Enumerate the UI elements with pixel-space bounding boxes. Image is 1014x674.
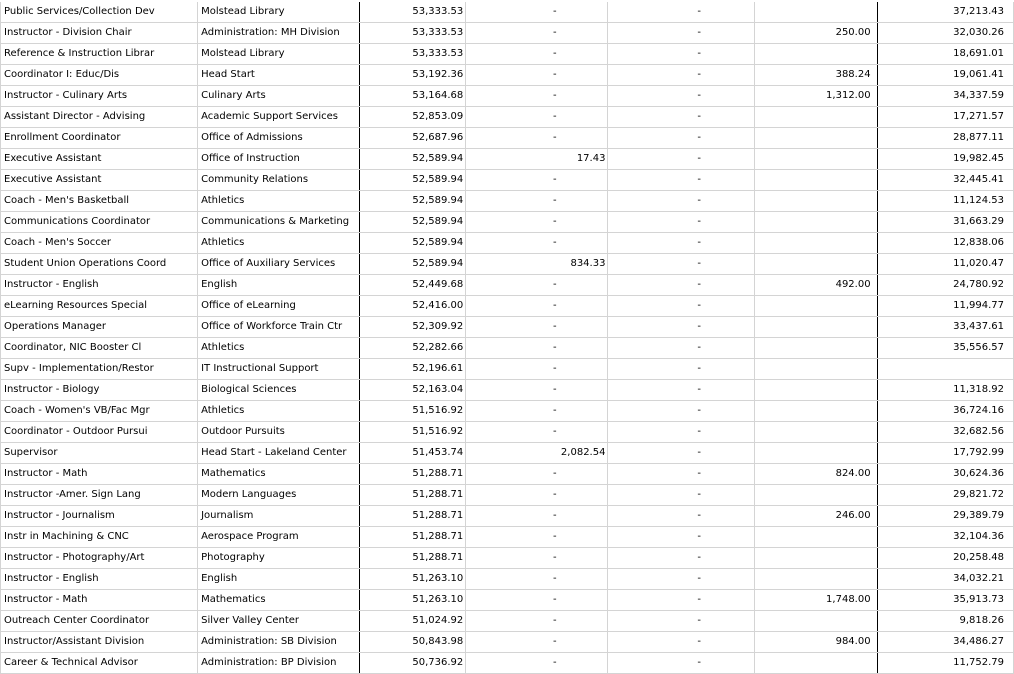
benefits-cell[interactable]: 17,271.57 xyxy=(877,107,1013,128)
benefits-cell[interactable]: 35,913.73 xyxy=(877,590,1013,611)
table-row xyxy=(1,2,1014,23)
department-cell[interactable]: Athletics xyxy=(198,338,359,359)
salary-cell[interactable]: 51,288.71 xyxy=(359,506,466,527)
benefits-cell[interactable]: 12,838.06 xyxy=(877,233,1013,254)
benefits-cell[interactable]: 11,994.77 xyxy=(877,296,1013,317)
other-amount-cell[interactable]: - xyxy=(608,653,755,674)
salary-cell[interactable]: 50,843.98 xyxy=(359,632,466,653)
amount-cell[interactable]: - xyxy=(466,212,608,233)
salary-cell[interactable]: 51,516.92 xyxy=(359,401,466,422)
other-amount-cell[interactable]: - xyxy=(608,65,755,86)
other-amount-cell[interactable]: - xyxy=(608,23,755,44)
additional-pay-cell[interactable]: 388.24 xyxy=(754,65,877,86)
amount-cell[interactable]: - xyxy=(466,44,608,65)
amount-cell[interactable]: - xyxy=(466,527,608,548)
amount-cell[interactable]: - xyxy=(466,23,608,44)
benefits-cell[interactable]: 24,780.92 xyxy=(877,275,1013,296)
other-amount-cell[interactable]: - xyxy=(608,212,755,233)
additional-pay-cell[interactable]: 1,748.00 xyxy=(754,590,877,611)
salary-cell[interactable]: 52,282.66 xyxy=(359,338,466,359)
other-amount-cell[interactable]: - xyxy=(608,254,755,275)
job-title-cell[interactable]: Coordinator, NIC Booster Cl xyxy=(1,338,198,359)
department-cell[interactable]: Biological Sciences xyxy=(198,380,359,401)
department-cell[interactable]: Athletics xyxy=(198,401,359,422)
table-row xyxy=(1,44,1014,65)
benefits-cell[interactable]: 18,691.01 xyxy=(877,44,1013,65)
benefits-cell[interactable]: 17,792.99 xyxy=(877,443,1013,464)
other-amount-cell[interactable]: - xyxy=(608,191,755,212)
department-cell[interactable]: IT Instructional Support xyxy=(198,359,359,380)
amount-cell[interactable]: - xyxy=(466,611,608,632)
job-title-cell[interactable]: Coordinator I: Educ/Dis xyxy=(1,65,198,86)
additional-pay-cell[interactable] xyxy=(754,338,877,359)
department-cell[interactable]: Athletics xyxy=(198,233,359,254)
additional-pay-cell[interactable] xyxy=(754,254,877,275)
amount-cell[interactable]: - xyxy=(466,170,608,191)
table-row xyxy=(1,401,1014,422)
additional-pay-cell[interactable]: 246.00 xyxy=(754,506,877,527)
salary-cell[interactable]: 52,196.61 xyxy=(359,359,466,380)
department-cell[interactable]: Office of Admissions xyxy=(198,128,359,149)
job-title-cell[interactable]: Instructor - Biology xyxy=(1,380,198,401)
table-row xyxy=(1,128,1014,149)
job-title-cell[interactable]: Instructor/Assistant Division xyxy=(1,632,198,653)
additional-pay-cell[interactable] xyxy=(754,422,877,443)
additional-pay-cell[interactable] xyxy=(754,380,877,401)
department-cell[interactable]: Head Start - Lakeland Center xyxy=(198,443,359,464)
amount-cell[interactable]: - xyxy=(466,317,608,338)
salary-cell[interactable]: 52,589.94 xyxy=(359,170,466,191)
other-amount-cell[interactable]: - xyxy=(608,170,755,191)
job-title-cell[interactable]: Instructor - Math xyxy=(1,464,198,485)
job-title-cell[interactable]: Instructor -Amer. Sign Lang xyxy=(1,485,198,506)
amount-cell[interactable]: - xyxy=(466,590,608,611)
amount-cell[interactable]: 834.33 xyxy=(466,254,608,275)
table-row xyxy=(1,65,1014,86)
additional-pay-cell[interactable]: 824.00 xyxy=(754,464,877,485)
department-cell[interactable]: Administration: BP Division xyxy=(198,653,359,674)
additional-pay-cell[interactable]: 984.00 xyxy=(754,632,877,653)
other-amount-cell[interactable]: - xyxy=(608,233,755,254)
job-title-cell[interactable]: Instructor - Journalism xyxy=(1,506,198,527)
amount-cell[interactable]: - xyxy=(466,86,608,107)
benefits-cell[interactable]: 30,624.36 xyxy=(877,464,1013,485)
salary-cell[interactable]: 51,263.10 xyxy=(359,569,466,590)
amount-cell[interactable]: - xyxy=(466,653,608,674)
department-cell[interactable]: Mathematics xyxy=(198,590,359,611)
additional-pay-cell[interactable]: 1,312.00 xyxy=(754,86,877,107)
table-row xyxy=(1,569,1014,590)
job-title-cell[interactable]: Operations Manager xyxy=(1,317,198,338)
benefits-cell[interactable]: 11,020.47 xyxy=(877,254,1013,275)
table-row xyxy=(1,233,1014,254)
table-row xyxy=(1,632,1014,653)
amount-cell[interactable]: - xyxy=(466,128,608,149)
table-row xyxy=(1,653,1014,674)
additional-pay-cell[interactable] xyxy=(754,170,877,191)
salary-cell[interactable]: 52,589.94 xyxy=(359,191,466,212)
benefits-cell[interactable]: 34,032.21 xyxy=(877,569,1013,590)
table-row xyxy=(1,254,1014,275)
additional-pay-cell[interactable] xyxy=(754,44,877,65)
amount-cell[interactable]: - xyxy=(466,464,608,485)
salary-cell[interactable]: 52,416.00 xyxy=(359,296,466,317)
job-title-cell[interactable]: Reference & Instruction Librar xyxy=(1,44,198,65)
amount-cell[interactable]: - xyxy=(466,2,608,23)
other-amount-cell[interactable]: - xyxy=(608,422,755,443)
data-table xyxy=(0,2,1014,674)
other-amount-cell[interactable]: - xyxy=(608,128,755,149)
salary-cell[interactable]: 52,589.94 xyxy=(359,212,466,233)
job-title-cell[interactable]: Coordinator - Outdoor Pursui xyxy=(1,422,198,443)
additional-pay-cell[interactable] xyxy=(754,107,877,128)
benefits-cell[interactable]: 32,445.41 xyxy=(877,170,1013,191)
salary-cell[interactable]: 53,192.36 xyxy=(359,65,466,86)
department-cell[interactable]: Head Start xyxy=(198,65,359,86)
salary-cell[interactable]: 51,024.92 xyxy=(359,611,466,632)
department-cell[interactable]: Athletics xyxy=(198,191,359,212)
salary-cell[interactable]: 53,333.53 xyxy=(359,23,466,44)
department-cell[interactable]: Administration: SB Division xyxy=(198,632,359,653)
table-row xyxy=(1,464,1014,485)
additional-pay-cell[interactable] xyxy=(754,443,877,464)
job-title-cell[interactable]: Executive Assistant xyxy=(1,149,198,170)
benefits-cell[interactable]: 34,486.27 xyxy=(877,632,1013,653)
salary-cell[interactable]: 52,687.96 xyxy=(359,128,466,149)
salary-cell[interactable]: 51,288.71 xyxy=(359,527,466,548)
table-row xyxy=(1,338,1014,359)
benefits-cell[interactable]: 32,104.36 xyxy=(877,527,1013,548)
amount-cell[interactable]: - xyxy=(466,296,608,317)
department-cell[interactable]: Administration: MH Division xyxy=(198,23,359,44)
other-amount-cell[interactable]: - xyxy=(608,149,755,170)
other-amount-cell[interactable]: - xyxy=(608,296,755,317)
benefits-cell[interactable]: 11,124.53 xyxy=(877,191,1013,212)
salary-cell[interactable]: 51,288.71 xyxy=(359,485,466,506)
salary-cell[interactable]: 53,164.68 xyxy=(359,86,466,107)
other-amount-cell[interactable]: - xyxy=(608,401,755,422)
other-amount-cell[interactable]: - xyxy=(608,380,755,401)
other-amount-cell[interactable]: - xyxy=(608,44,755,65)
salary-cell[interactable]: 53,333.53 xyxy=(359,2,466,23)
amount-cell[interactable]: - xyxy=(466,275,608,296)
amount-cell[interactable]: - xyxy=(466,569,608,590)
job-title-cell[interactable]: Supv - Implementation/Restor xyxy=(1,359,198,380)
department-cell[interactable]: English xyxy=(198,569,359,590)
table-row xyxy=(1,590,1014,611)
department-cell[interactable]: English xyxy=(198,275,359,296)
other-amount-cell[interactable]: - xyxy=(608,86,755,107)
amount-cell[interactable]: 17.43 xyxy=(466,149,608,170)
department-cell[interactable]: Aerospace Program xyxy=(198,527,359,548)
job-title-cell[interactable]: Instructor - Culinary Arts xyxy=(1,86,198,107)
department-cell[interactable]: Office of eLearning xyxy=(198,296,359,317)
salary-cell[interactable]: 52,589.94 xyxy=(359,149,466,170)
job-title-cell[interactable]: Supervisor xyxy=(1,443,198,464)
additional-pay-cell[interactable] xyxy=(754,191,877,212)
table-row xyxy=(1,527,1014,548)
other-amount-cell[interactable]: - xyxy=(608,506,755,527)
other-amount-cell[interactable]: - xyxy=(608,569,755,590)
department-cell[interactable]: Silver Valley Center xyxy=(198,611,359,632)
other-amount-cell[interactable]: - xyxy=(608,2,755,23)
table-row xyxy=(1,422,1014,443)
job-title-cell[interactable]: Executive Assistant xyxy=(1,170,198,191)
amount-cell[interactable]: - xyxy=(466,107,608,128)
job-title-cell[interactable]: Instr in Machining & CNC xyxy=(1,527,198,548)
amount-cell[interactable]: - xyxy=(466,632,608,653)
benefits-cell[interactable]: 33,437.61 xyxy=(877,317,1013,338)
additional-pay-cell[interactable] xyxy=(754,653,877,674)
benefits-cell[interactable]: 20,258.48 xyxy=(877,548,1013,569)
salary-cell[interactable]: 51,453.74 xyxy=(359,443,466,464)
amount-cell[interactable]: - xyxy=(466,338,608,359)
additional-pay-cell[interactable] xyxy=(754,359,877,380)
table-row xyxy=(1,611,1014,632)
amount-cell[interactable]: - xyxy=(466,548,608,569)
salary-cell[interactable]: 51,288.71 xyxy=(359,464,466,485)
salary-cell[interactable]: 50,736.92 xyxy=(359,653,466,674)
benefits-cell[interactable]: 35,556.57 xyxy=(877,338,1013,359)
amount-cell[interactable]: - xyxy=(466,359,608,380)
amount-cell[interactable]: - xyxy=(466,506,608,527)
additional-pay-cell[interactable] xyxy=(754,527,877,548)
table-row xyxy=(1,23,1014,44)
table-row xyxy=(1,275,1014,296)
salary-cell[interactable]: 52,589.94 xyxy=(359,254,466,275)
table-row xyxy=(1,86,1014,107)
other-amount-cell[interactable]: - xyxy=(608,359,755,380)
salary-cell[interactable]: 51,516.92 xyxy=(359,422,466,443)
benefits-cell[interactable]: 32,030.26 xyxy=(877,23,1013,44)
other-amount-cell[interactable]: - xyxy=(608,485,755,506)
amount-cell[interactable]: - xyxy=(466,65,608,86)
benefits-cell[interactable]: 11,752.79 xyxy=(877,653,1013,674)
department-cell[interactable]: Office of Instruction xyxy=(198,149,359,170)
other-amount-cell[interactable]: - xyxy=(608,611,755,632)
additional-pay-cell[interactable] xyxy=(754,296,877,317)
job-title-cell[interactable]: Student Union Operations Coord xyxy=(1,254,198,275)
job-title-cell[interactable]: Career & Technical Advisor xyxy=(1,653,198,674)
benefits-cell[interactable]: 28,877.11 xyxy=(877,128,1013,149)
salary-cell[interactable]: 52,163.04 xyxy=(359,380,466,401)
benefits-cell[interactable]: 19,061.41 xyxy=(877,65,1013,86)
job-title-cell[interactable]: Outreach Center Coordinator xyxy=(1,611,198,632)
amount-cell[interactable]: - xyxy=(466,401,608,422)
amount-cell[interactable]: - xyxy=(466,191,608,212)
table-row xyxy=(1,485,1014,506)
department-cell[interactable]: Community Relations xyxy=(198,170,359,191)
benefits-cell[interactable]: 34,337.59 xyxy=(877,86,1013,107)
benefits-cell[interactable]: 11,318.92 xyxy=(877,380,1013,401)
job-title-cell[interactable]: Instructor - English xyxy=(1,569,198,590)
salary-cell[interactable]: 51,263.10 xyxy=(359,590,466,611)
department-cell[interactable]: Journalism xyxy=(198,506,359,527)
other-amount-cell[interactable]: - xyxy=(608,107,755,128)
amount-cell[interactable]: - xyxy=(466,233,608,254)
additional-pay-cell[interactable] xyxy=(754,611,877,632)
job-title-cell[interactable]: Assistant Director - Advising xyxy=(1,107,198,128)
job-title-cell[interactable]: eLearning Resources Special xyxy=(1,296,198,317)
amount-cell[interactable]: 2,082.54 xyxy=(466,443,608,464)
table-row xyxy=(1,548,1014,569)
job-title-cell[interactable]: Enrollment Coordinator xyxy=(1,128,198,149)
table-row xyxy=(1,506,1014,527)
department-cell[interactable]: Communications & Marketing xyxy=(198,212,359,233)
job-title-cell[interactable]: Communications Coordinator xyxy=(1,212,198,233)
table-row xyxy=(1,170,1014,191)
job-title-cell[interactable]: Instructor - Math xyxy=(1,590,198,611)
additional-pay-cell[interactable] xyxy=(754,128,877,149)
benefits-cell[interactable]: 32,682.56 xyxy=(877,422,1013,443)
job-title-cell[interactable]: Coach - Men's Soccer xyxy=(1,233,198,254)
department-cell[interactable]: Office of Workforce Train Ctr xyxy=(198,317,359,338)
table-body xyxy=(1,2,1014,674)
additional-pay-cell[interactable]: 250.00 xyxy=(754,23,877,44)
job-title-cell[interactable]: Instructor - English xyxy=(1,275,198,296)
salary-cell[interactable]: 53,333.53 xyxy=(359,44,466,65)
other-amount-cell[interactable]: - xyxy=(608,527,755,548)
department-cell[interactable]: Office of Auxiliary Services xyxy=(198,254,359,275)
benefits-cell[interactable]: 29,821.72 xyxy=(877,485,1013,506)
department-cell[interactable]: Photography xyxy=(198,548,359,569)
additional-pay-cell[interactable] xyxy=(754,401,877,422)
table-row xyxy=(1,191,1014,212)
additional-pay-cell[interactable] xyxy=(754,317,877,338)
salary-cell[interactable]: 52,589.94 xyxy=(359,233,466,254)
additional-pay-cell[interactable] xyxy=(754,569,877,590)
table-row xyxy=(1,149,1014,170)
table-row xyxy=(1,359,1014,380)
other-amount-cell[interactable]: - xyxy=(608,338,755,359)
department-cell[interactable]: Academic Support Services xyxy=(198,107,359,128)
table-row xyxy=(1,380,1014,401)
amount-cell[interactable]: - xyxy=(466,422,608,443)
other-amount-cell[interactable]: - xyxy=(608,317,755,338)
department-cell[interactable]: Outdoor Pursuits xyxy=(198,422,359,443)
other-amount-cell[interactable]: - xyxy=(608,464,755,485)
other-amount-cell[interactable]: - xyxy=(608,548,755,569)
salary-cell[interactable]: 52,853.09 xyxy=(359,107,466,128)
benefits-cell[interactable]: 31,663.29 xyxy=(877,212,1013,233)
job-title-cell[interactable]: Coach - Women's VB/Fac Mgr xyxy=(1,401,198,422)
additional-pay-cell[interactable] xyxy=(754,2,877,23)
benefits-cell[interactable]: 19,982.45 xyxy=(877,149,1013,170)
job-title-cell[interactable]: Public Services/Collection Dev xyxy=(1,2,198,23)
department-cell[interactable]: Culinary Arts xyxy=(198,86,359,107)
benefits-cell[interactable]: 9,818.26 xyxy=(877,611,1013,632)
additional-pay-cell[interactable]: 492.00 xyxy=(754,275,877,296)
department-cell[interactable]: Modern Languages xyxy=(198,485,359,506)
additional-pay-cell[interactable] xyxy=(754,233,877,254)
salary-cell[interactable]: 51,288.71 xyxy=(359,548,466,569)
table-row xyxy=(1,212,1014,233)
table-row xyxy=(1,317,1014,338)
other-amount-cell[interactable]: - xyxy=(608,590,755,611)
benefits-cell[interactable] xyxy=(877,359,1013,380)
additional-pay-cell[interactable] xyxy=(754,149,877,170)
benefits-cell[interactable]: 29,389.79 xyxy=(877,506,1013,527)
additional-pay-cell[interactable] xyxy=(754,485,877,506)
department-cell[interactable]: Molstead Library xyxy=(198,2,359,23)
table-row xyxy=(1,107,1014,128)
benefits-cell[interactable]: 37,213.43 xyxy=(877,2,1013,23)
additional-pay-cell[interactable] xyxy=(754,212,877,233)
salary-cell[interactable]: 52,449.68 xyxy=(359,275,466,296)
table-row xyxy=(1,296,1014,317)
table-row xyxy=(1,443,1014,464)
other-amount-cell[interactable]: - xyxy=(608,275,755,296)
other-amount-cell[interactable]: - xyxy=(608,632,755,653)
amount-cell[interactable]: - xyxy=(466,380,608,401)
department-cell[interactable]: Mathematics xyxy=(198,464,359,485)
other-amount-cell[interactable]: - xyxy=(608,443,755,464)
department-cell[interactable]: Molstead Library xyxy=(198,44,359,65)
job-title-cell[interactable]: Instructor - Division Chair xyxy=(1,23,198,44)
amount-cell[interactable]: - xyxy=(466,485,608,506)
additional-pay-cell[interactable] xyxy=(754,548,877,569)
job-title-cell[interactable]: Instructor - Photography/Art xyxy=(1,548,198,569)
salary-cell[interactable]: 52,309.92 xyxy=(359,317,466,338)
job-title-cell[interactable]: Coach - Men's Basketball xyxy=(1,191,198,212)
benefits-cell[interactable]: 36,724.16 xyxy=(877,401,1013,422)
